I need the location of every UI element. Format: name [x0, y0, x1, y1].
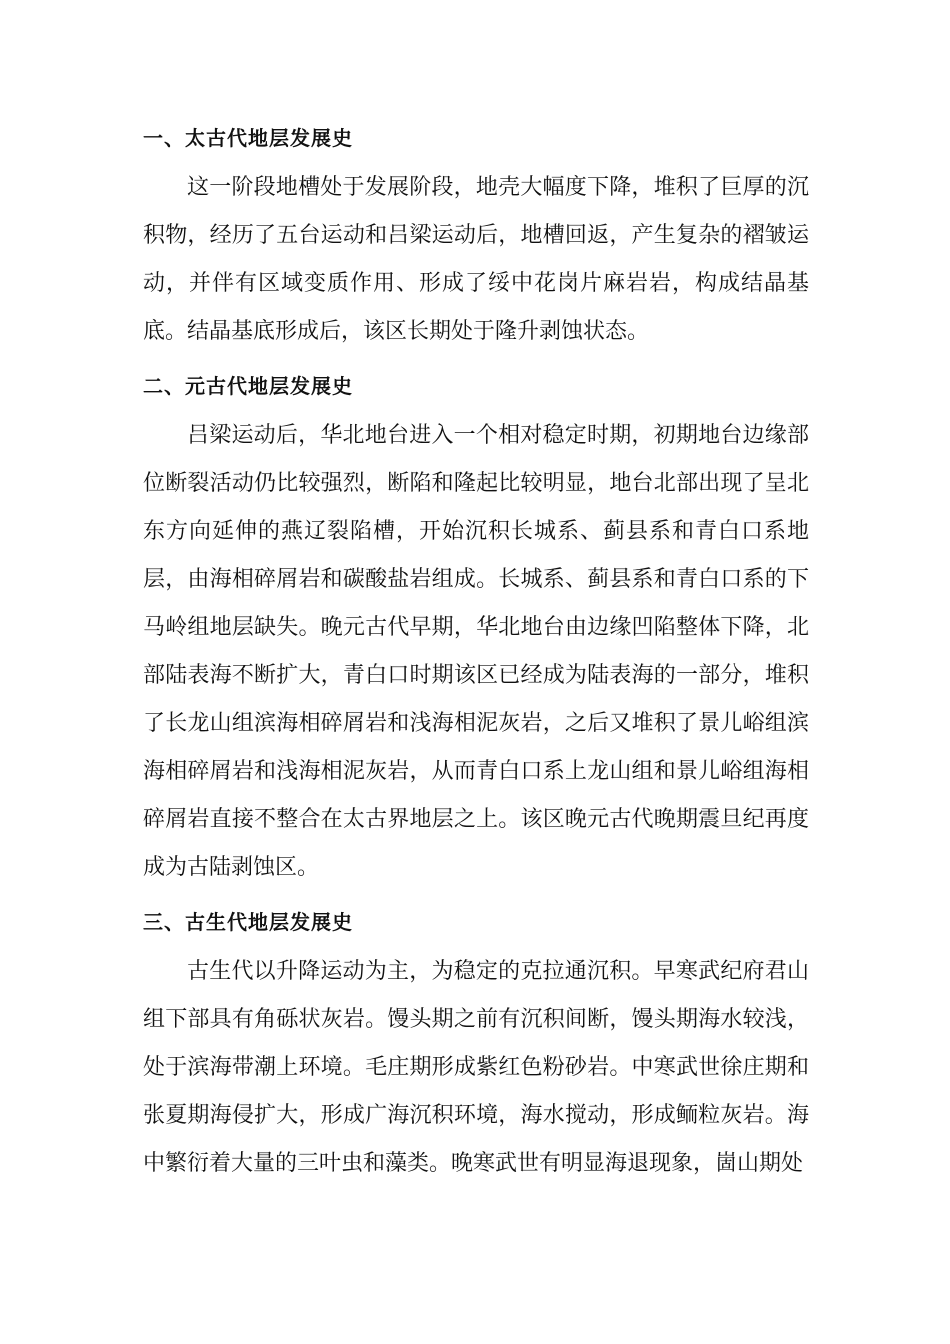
section-paragraph-archean: 这一阶段地槽处于发展阶段，地壳大幅度下降，堆积了巨厚的沉积物，经历了五台运动和吕梁运动后，地槽回返，产生复杂的褶皱运动，并伴有区域变质作用、形成了绥中花岗片麻岩岩，构成结晶基底。结晶基底形成后，该区长期处于隆升剥蚀状态。: [143, 175, 809, 344]
section-heading-proterozoic: 二、元古代地层发展史: [143, 374, 353, 398]
document-body: [143, 112, 809, 1188]
section-heading-paleozoic: 三、古生代地层发展史: [143, 910, 353, 934]
section-paragraph-paleozoic: 古生代以升降运动为主，为稳定的克拉通沉积。早寒武纪府君山组下部具有角砾状灰岩。馒头期之前有沉积间断，馒头期海水较浅，处于滨海带潮上环境。毛庄期形成紫红色粉砂岩。中寒武世徐庄期和张夏期海侵扩大，形成广海沉积环境，海水搅动，形成鲕粒灰岩。海中繁衍着大量的三叶虫和藻类。晚寒武世有明显海退现象，崮山期处: [143, 959, 809, 1176]
section-paragraph-proterozoic: 吕梁运动后，华北地台进入一个相对稳定时期，初期地台边缘部位断裂活动仍比较强烈，断陷和隆起比较明显，地台北部出现了呈北东方向延伸的燕辽裂陷槽，开始沉积长城系、蓟县系和青白口系地层，由海相碎屑岩和碳酸盐岩组成。长城系、蓟县系和青白口系的下马岭组地层缺失。晚元古代早期，华北地台由边缘凹陷整体下降，北部陆表海不断扩大，青白口时期该区已经成为陆表海的一部分，堆积了长龙山组滨海相碎屑岩和浅海相泥灰岩，之后又堆积了景儿峪组滨海相碎屑岩和浅海相泥灰岩，从而青白口系上龙山组和景儿峪组海相碎屑岩直接不整合在太古界地层之上。该区晚元古代晚期震旦纪再度成为古陆剥蚀区。: [143, 423, 809, 880]
section-heading-archean: 一、太古代地层发展史: [143, 126, 353, 150]
